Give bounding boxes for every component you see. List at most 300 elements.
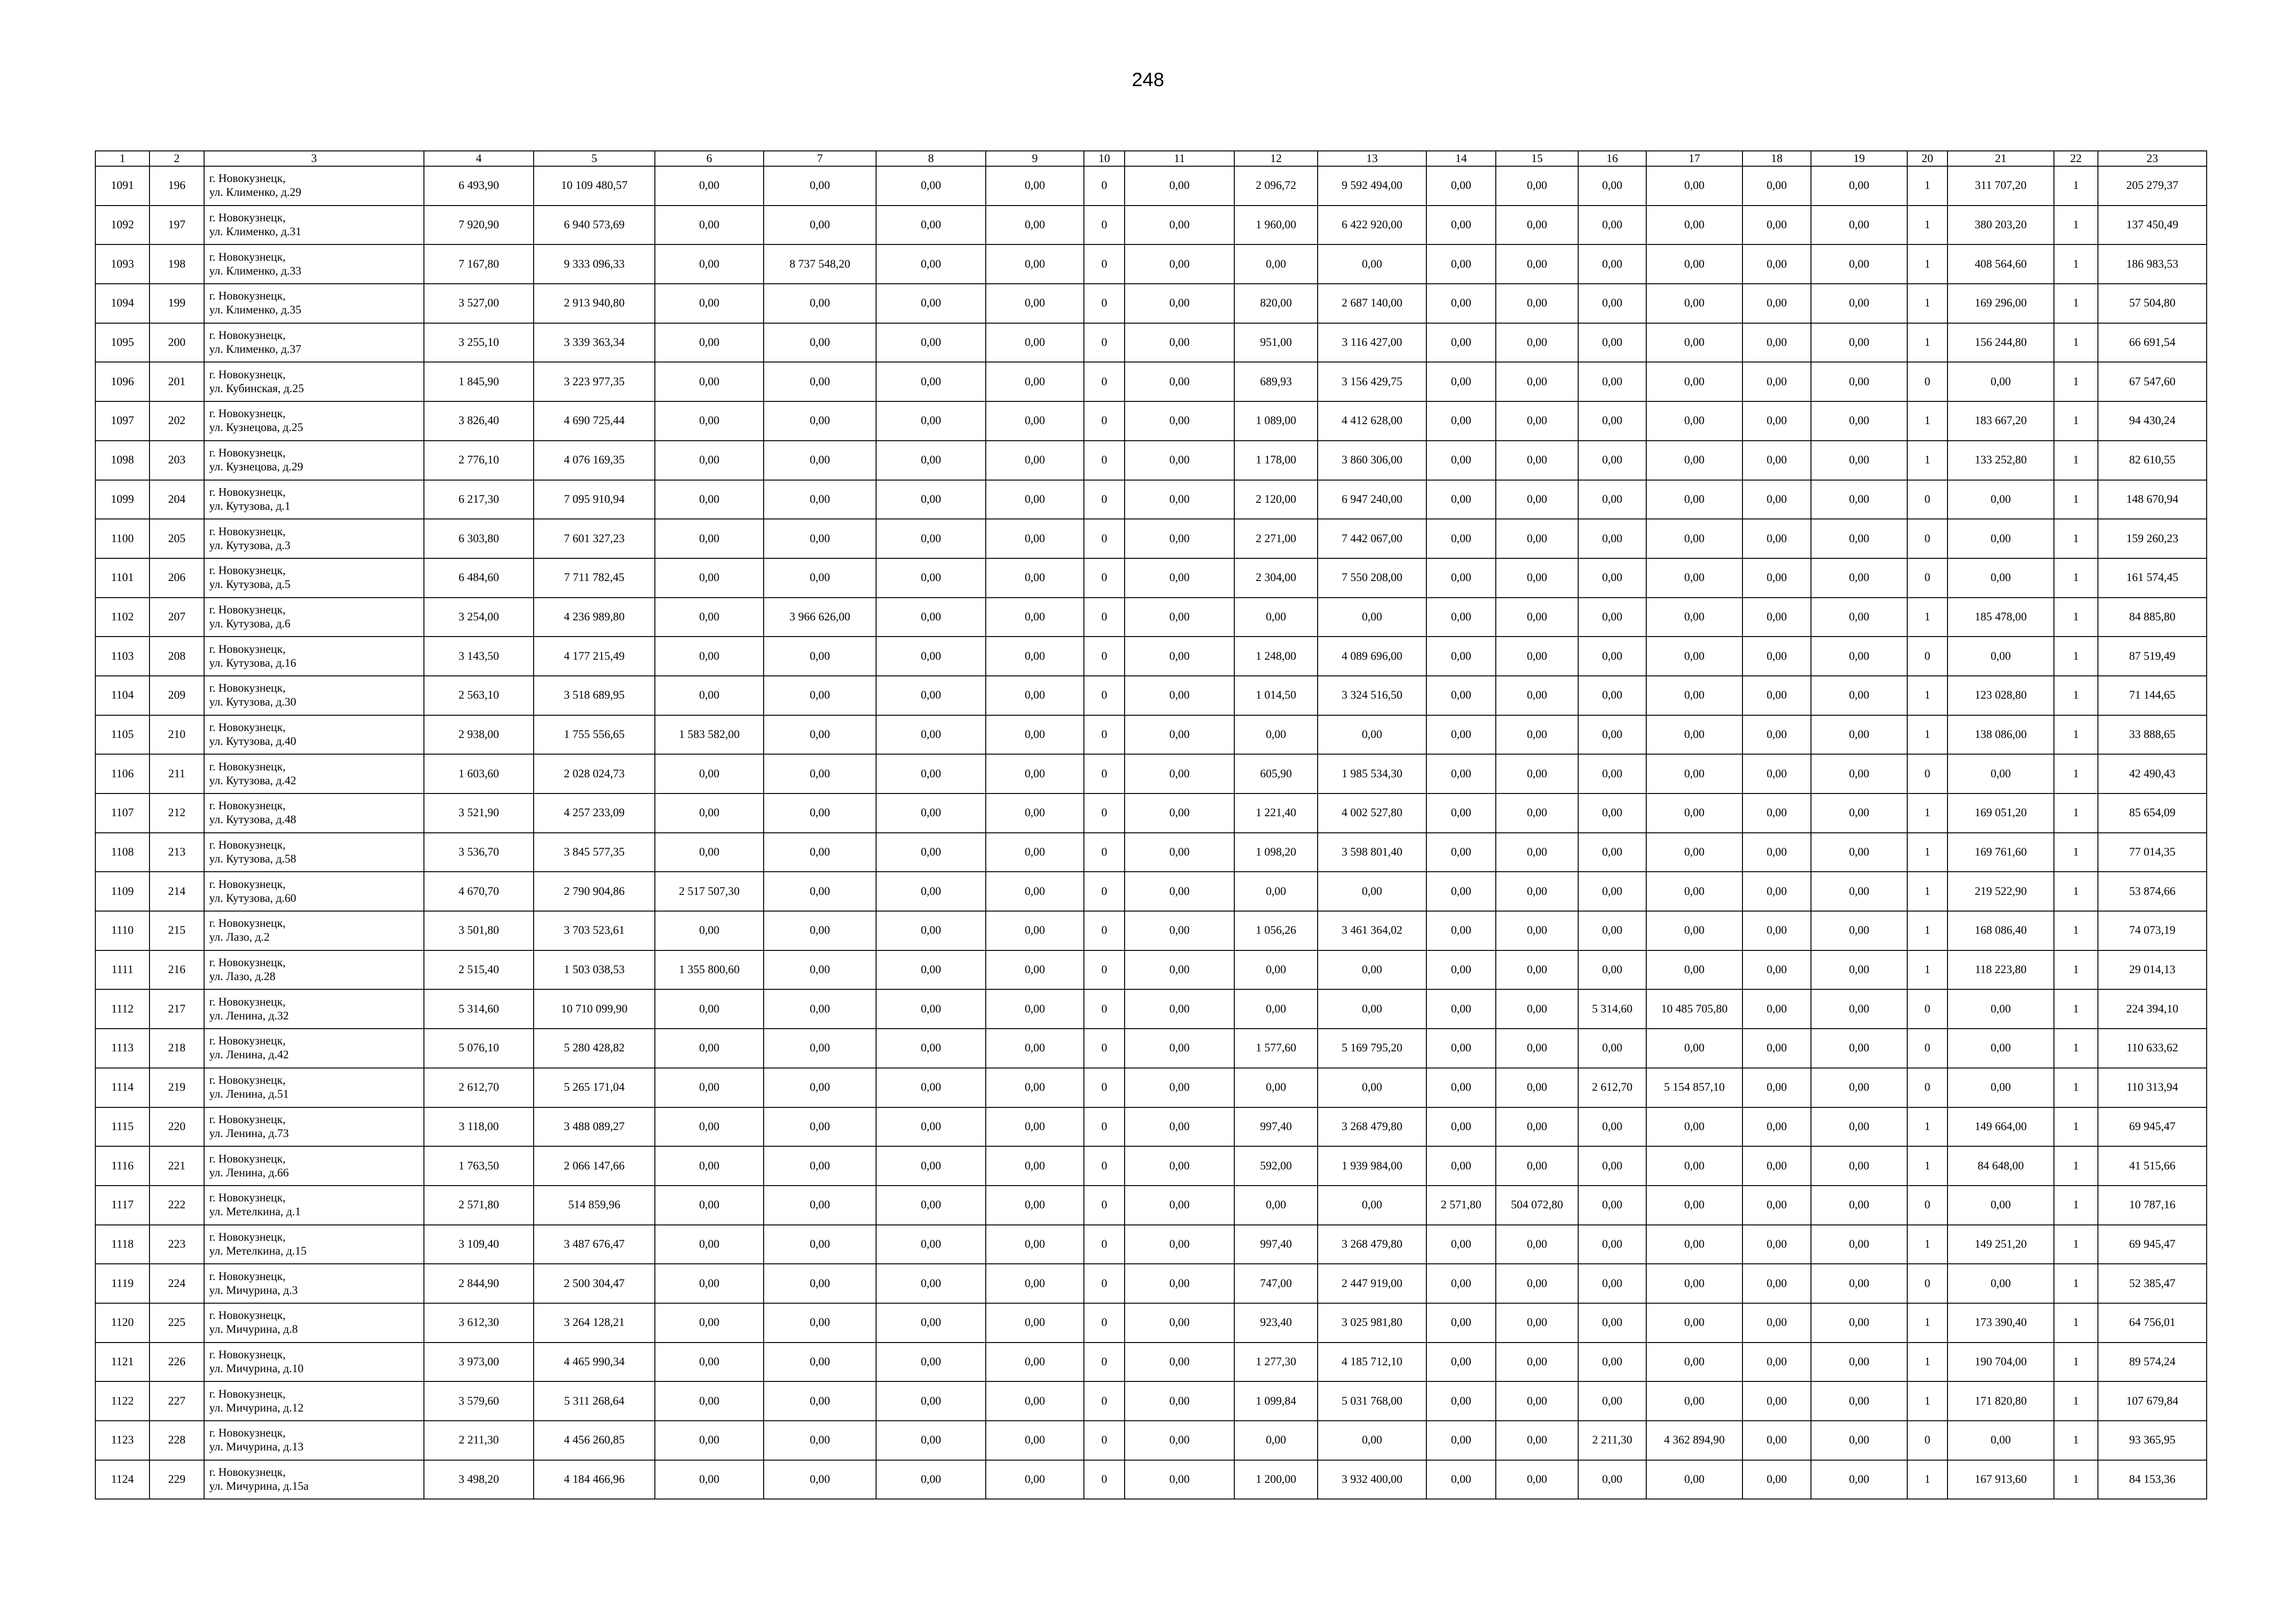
table-cell: 0,00 xyxy=(1646,166,1742,206)
table-cell: 0,00 xyxy=(986,989,1084,1029)
table-cell: 0,00 xyxy=(1426,441,1496,480)
table-cell: 0,00 xyxy=(655,441,764,480)
table-cell: 6 493,90 xyxy=(424,166,534,206)
table-cell: 171 820,80 xyxy=(1948,1381,2054,1421)
table-cell: 0,00 xyxy=(1426,1460,1496,1499)
table-cell: 0 xyxy=(1907,1029,1948,1068)
table-cell: 0,00 xyxy=(655,1225,764,1264)
table-cell: 8 737 548,20 xyxy=(764,244,876,284)
table-cell: 1111 xyxy=(95,950,149,990)
table-cell: 0,00 xyxy=(1125,1264,1234,1303)
table-cell: 0 xyxy=(1084,989,1125,1029)
address-city: г. Новокузнецк, xyxy=(209,839,286,852)
table-cell: 1 xyxy=(2054,598,2098,637)
table-cell: 3 268 479,80 xyxy=(1318,1107,1426,1147)
table-cell: 0,00 xyxy=(986,244,1084,284)
table-cell: 0,00 xyxy=(655,206,764,245)
table-row xyxy=(95,754,2207,793)
table-cell: 0,00 xyxy=(1646,598,1742,637)
table-cell: 0,00 xyxy=(1578,833,1646,872)
table-cell: 0,00 xyxy=(1125,206,1234,245)
table-cell: 212 xyxy=(149,793,204,833)
table-cell: 0,00 xyxy=(986,362,1084,401)
table-cell: 1 xyxy=(2054,1264,2098,1303)
table-cell: 0,00 xyxy=(1742,598,1811,637)
table-cell: 0,00 xyxy=(1811,558,1907,598)
table-cell: 1122 xyxy=(95,1381,149,1421)
table-cell: 0,00 xyxy=(1426,1421,1496,1460)
table-cell: 1 098,20 xyxy=(1234,833,1318,872)
table-cell: 0,00 xyxy=(1646,793,1742,833)
table-cell: 10 787,16 xyxy=(2098,1186,2207,1225)
table-cell: 1 xyxy=(1907,1460,1948,1499)
table-cell: 0,00 xyxy=(1125,1225,1234,1264)
table-cell: 1 xyxy=(2054,206,2098,245)
table-cell: 0,00 xyxy=(876,833,986,872)
table-cell: 1102 xyxy=(95,598,149,637)
table-cell: 0 xyxy=(1084,1225,1125,1264)
table-cell: 1 200,00 xyxy=(1234,1460,1318,1499)
table-cell: 1 xyxy=(1907,1303,1948,1343)
column-header: 3 xyxy=(204,151,424,166)
table-cell: 1104 xyxy=(95,676,149,715)
address-street: ул. Метелкина, д.1 xyxy=(209,1206,301,1218)
table-cell: 0,00 xyxy=(1426,362,1496,401)
table-cell: 3 536,70 xyxy=(424,833,534,872)
address-street: ул. Ленина, д.51 xyxy=(209,1088,289,1101)
table-cell: 0,00 xyxy=(1426,166,1496,206)
table-cell: 0 xyxy=(1084,715,1125,755)
table-cell: 3 826,40 xyxy=(424,401,534,441)
table-cell: 93 365,95 xyxy=(2098,1421,2207,1460)
table-cell: 0,00 xyxy=(1496,519,1578,558)
table-cell: 0,00 xyxy=(986,676,1084,715)
table-cell: 1 099,84 xyxy=(1234,1381,1318,1421)
table-cell: 1 xyxy=(2054,754,2098,793)
table-cell: 110 633,62 xyxy=(2098,1029,2207,1068)
table-cell: 0,00 xyxy=(986,754,1084,793)
table-cell: 0,00 xyxy=(1125,637,1234,676)
table-cell: 0,00 xyxy=(764,1107,876,1147)
table-cell: 0,00 xyxy=(655,637,764,676)
table-cell: 5 076,10 xyxy=(424,1029,534,1068)
table-cell: 0 xyxy=(1907,519,1948,558)
table-row xyxy=(95,833,2207,872)
address-street: ул. Лазо, д.2 xyxy=(209,931,270,944)
table-cell: 161 574,45 xyxy=(2098,558,2207,598)
table-cell: 3 860 306,00 xyxy=(1318,441,1426,480)
table-cell: 0,00 xyxy=(764,166,876,206)
table-cell: 42 490,43 xyxy=(2098,754,2207,793)
table-row xyxy=(95,1264,2207,1303)
table-cell: 0,00 xyxy=(1811,1264,1907,1303)
table-cell: 3 579,60 xyxy=(424,1381,534,1421)
table-cell: 0,00 xyxy=(1811,1029,1907,1068)
table-cell: 0,00 xyxy=(1811,166,1907,206)
table-cell: 69 945,47 xyxy=(2098,1225,2207,1264)
table-cell: 0,00 xyxy=(655,598,764,637)
table-body xyxy=(95,166,2207,1499)
table-cell: 0,00 xyxy=(764,284,876,323)
table-cell: 0,00 xyxy=(1496,676,1578,715)
table-cell: 0,00 xyxy=(764,1303,876,1343)
table-cell: 69 945,47 xyxy=(2098,1107,2207,1147)
table-cell: 0,00 xyxy=(1125,715,1234,755)
table-cell: 0,00 xyxy=(1578,284,1646,323)
table-cell: 0,00 xyxy=(1646,1225,1742,1264)
table-cell: 0,00 xyxy=(1125,441,1234,480)
address-street: ул. Кутузова, д.1 xyxy=(209,500,291,512)
table-cell: 183 667,20 xyxy=(1948,401,2054,441)
address-street: ул. Мичурина, д.10 xyxy=(209,1362,304,1375)
table-cell: 0,00 xyxy=(1234,598,1318,637)
table-cell: 0,00 xyxy=(1811,519,1907,558)
table-cell: 997,40 xyxy=(1234,1107,1318,1147)
table-cell: 0,00 xyxy=(1811,401,1907,441)
table-cell: 0 xyxy=(1084,401,1125,441)
table-cell: 0,00 xyxy=(876,793,986,833)
table-cell: 0,00 xyxy=(876,754,986,793)
table-cell: 0,00 xyxy=(1742,1264,1811,1303)
table-cell: 0,00 xyxy=(764,911,876,950)
table-cell: 0,00 xyxy=(1742,1303,1811,1343)
table-cell: 0,00 xyxy=(986,1107,1084,1147)
table-cell: 0,00 xyxy=(1646,1343,1742,1382)
table-cell: 0,00 xyxy=(1811,950,1907,990)
table-cell: 0,00 xyxy=(1578,519,1646,558)
table-cell: 0,00 xyxy=(1811,793,1907,833)
table-cell: 0 xyxy=(1084,1381,1125,1421)
table-cell: 0 xyxy=(1084,637,1125,676)
page-number: 248 xyxy=(1132,69,1164,90)
table-cell: 0 xyxy=(1084,441,1125,480)
data-table xyxy=(95,150,2207,1499)
table-cell: 1 503 038,53 xyxy=(534,950,655,990)
table-cell: 0,00 xyxy=(1125,1381,1234,1421)
table-cell: 0,00 xyxy=(986,793,1084,833)
table-cell: 0,00 xyxy=(876,1460,986,1499)
address-city: г. Новокузнецк, xyxy=(209,407,286,420)
table-cell: 0,00 xyxy=(1496,754,1578,793)
table-row xyxy=(95,1107,2207,1147)
table-cell: 148 670,94 xyxy=(2098,480,2207,519)
table-cell: 1 xyxy=(1907,833,1948,872)
table-cell: 0,00 xyxy=(1811,715,1907,755)
table-cell: 1 xyxy=(2054,1068,2098,1107)
table-cell: 3 501,80 xyxy=(424,911,534,950)
table-cell: 1 xyxy=(2054,1029,2098,1068)
table-cell: 1 221,40 xyxy=(1234,793,1318,833)
table-cell: 0,00 xyxy=(1426,1029,1496,1068)
table-cell: 0 xyxy=(1084,1146,1125,1186)
table-cell: 0,00 xyxy=(876,519,986,558)
table-cell: 1 xyxy=(1907,676,1948,715)
table-cell: 186 983,53 xyxy=(2098,244,2207,284)
table-cell: 0,00 xyxy=(655,833,764,872)
table-cell: 0,00 xyxy=(1646,950,1742,990)
table-cell: 1 xyxy=(2054,715,2098,755)
table-cell: 1 xyxy=(1907,284,1948,323)
table-cell: 0,00 xyxy=(1811,284,1907,323)
column-header: 14 xyxy=(1426,151,1496,166)
table-cell: 0,00 xyxy=(986,519,1084,558)
table-cell: 0,00 xyxy=(1811,1460,1907,1499)
address-city: г. Новокузнецк, xyxy=(209,172,286,185)
table-cell: 0,00 xyxy=(1125,1303,1234,1343)
table-cell: 0,00 xyxy=(1496,1107,1578,1147)
table-cell: 1119 xyxy=(95,1264,149,1303)
address-cell xyxy=(204,715,424,755)
table-cell: 0,00 xyxy=(1811,676,1907,715)
table-cell: 0,00 xyxy=(1742,637,1811,676)
table-cell: 0,00 xyxy=(1948,1421,2054,1460)
table-cell: 3 487 676,47 xyxy=(534,1225,655,1264)
column-header: 19 xyxy=(1811,151,1907,166)
table-cell: 0,00 xyxy=(1234,244,1318,284)
table-cell: 2 687 140,00 xyxy=(1318,284,1426,323)
table-cell: 0,00 xyxy=(876,1381,986,1421)
table-cell: 0,00 xyxy=(1646,1107,1742,1147)
table-row xyxy=(95,715,2207,755)
table-cell: 123 028,80 xyxy=(1948,676,2054,715)
table-row xyxy=(95,911,2207,950)
table-cell: 0,00 xyxy=(1742,1186,1811,1225)
table-cell: 0,00 xyxy=(986,1303,1084,1343)
table-cell: 1099 xyxy=(95,480,149,519)
table-cell: 0,00 xyxy=(1426,1146,1496,1186)
address-street: ул. Кутузова, д.16 xyxy=(209,656,297,669)
address-city: г. Новокузнецк, xyxy=(209,525,286,538)
table-cell: 0,00 xyxy=(1426,401,1496,441)
table-cell: 3 255,10 xyxy=(424,323,534,362)
table-cell: 0,00 xyxy=(1646,323,1742,362)
table-cell: 9 333 096,33 xyxy=(534,244,655,284)
address-street: ул. Мичурина, д.12 xyxy=(209,1401,304,1414)
table-cell: 0,00 xyxy=(876,362,986,401)
table-cell: 3 518 689,95 xyxy=(534,676,655,715)
table-cell: 1 xyxy=(2054,323,2098,362)
address-street: ул. Клименко, д.35 xyxy=(209,304,302,317)
table-cell: 149 251,20 xyxy=(1948,1225,2054,1264)
table-cell: 0,00 xyxy=(1578,1381,1646,1421)
table-cell: 3 845 577,35 xyxy=(534,833,655,872)
table-cell: 0,00 xyxy=(655,401,764,441)
table-cell: 0 xyxy=(1084,911,1125,950)
table-cell: 84 885,80 xyxy=(2098,598,2207,637)
table-cell: 0,00 xyxy=(1318,244,1426,284)
table-cell: 0,00 xyxy=(986,1343,1084,1382)
column-header: 8 xyxy=(876,151,986,166)
address-street: ул. Кутузова, д.3 xyxy=(209,539,291,552)
address-street: ул. Мичурина, д.15а xyxy=(209,1480,309,1493)
table-cell: 4 184 466,96 xyxy=(534,1460,655,1499)
table-cell: 215 xyxy=(149,911,204,950)
table-cell: 0,00 xyxy=(1742,1146,1811,1186)
table-cell: 1115 xyxy=(95,1107,149,1147)
table-cell: 1 xyxy=(2054,1107,2098,1147)
table-cell: 0,00 xyxy=(1742,244,1811,284)
table-cell: 0,00 xyxy=(764,833,876,872)
address-street: ул. Кутузова, д.30 xyxy=(209,696,297,709)
table-cell: 1093 xyxy=(95,244,149,284)
table-cell: 747,00 xyxy=(1234,1264,1318,1303)
table-cell: 1106 xyxy=(95,754,149,793)
address-cell xyxy=(204,1421,424,1460)
table-cell: 4 185 712,10 xyxy=(1318,1343,1426,1382)
table-cell: 1 xyxy=(1907,872,1948,911)
table-cell: 1 xyxy=(2054,676,2098,715)
table-cell: 0,00 xyxy=(1742,1029,1811,1068)
table-cell: 0,00 xyxy=(876,676,986,715)
table-cell: 4 690 725,44 xyxy=(534,401,655,441)
table-cell: 0,00 xyxy=(1125,284,1234,323)
table-row xyxy=(95,1343,2207,1382)
table-cell: 1 xyxy=(1907,1381,1948,1421)
table-cell: 202 xyxy=(149,401,204,441)
table-cell: 7 920,90 xyxy=(424,206,534,245)
table-cell: 0,00 xyxy=(1125,872,1234,911)
address-street: ул. Клименко, д.29 xyxy=(209,186,302,199)
table-cell: 0,00 xyxy=(1318,1186,1426,1225)
table-cell: 0,00 xyxy=(1496,1381,1578,1421)
table-cell: 217 xyxy=(149,989,204,1029)
address-city: г. Новокузнецк, xyxy=(209,800,286,812)
table-cell: 0,00 xyxy=(986,480,1084,519)
address-cell xyxy=(204,244,424,284)
address-cell xyxy=(204,911,424,950)
table-cell: 0,00 xyxy=(1125,1421,1234,1460)
table-cell: 0,00 xyxy=(1742,558,1811,598)
table-row xyxy=(95,244,2207,284)
table-cell: 0,00 xyxy=(1646,833,1742,872)
table-cell: 0,00 xyxy=(1426,715,1496,755)
table-cell: 1 985 534,30 xyxy=(1318,754,1426,793)
table-cell: 0,00 xyxy=(876,637,986,676)
table-cell: 1 xyxy=(2054,637,2098,676)
table-cell: 0,00 xyxy=(986,833,1084,872)
table-cell: 0,00 xyxy=(876,1264,986,1303)
table-row xyxy=(95,558,2207,598)
table-cell: 0,00 xyxy=(1811,1421,1907,1460)
table-cell: 0,00 xyxy=(1496,166,1578,206)
address-city: г. Новокузнецк, xyxy=(209,1427,286,1440)
table-cell: 41 515,66 xyxy=(2098,1146,2207,1186)
table-cell: 0,00 xyxy=(764,1029,876,1068)
table-cell: 0,00 xyxy=(876,1343,986,1382)
address-city: г. Новокузнецк, xyxy=(209,1192,286,1205)
address-city: г. Новокузнецк, xyxy=(209,1035,286,1048)
table-cell: 198 xyxy=(149,244,204,284)
table-cell: 0,00 xyxy=(1646,441,1742,480)
table-cell: 0 xyxy=(1084,676,1125,715)
table-cell: 0,00 xyxy=(1125,323,1234,362)
table-cell: 0,00 xyxy=(655,362,764,401)
table-cell: 219 522,90 xyxy=(1948,872,2054,911)
address-city: г. Новокузнецк, xyxy=(209,1270,286,1283)
table-cell: 0,00 xyxy=(1578,441,1646,480)
table-cell: 3 598 801,40 xyxy=(1318,833,1426,872)
table-cell: 0,00 xyxy=(876,441,986,480)
table-cell: 0,00 xyxy=(1496,1225,1578,1264)
table-cell: 0,00 xyxy=(1426,558,1496,598)
table-cell: 0,00 xyxy=(655,1303,764,1343)
table-cell: 0,00 xyxy=(1426,244,1496,284)
table-cell: 0,00 xyxy=(1426,598,1496,637)
table-cell: 0,00 xyxy=(655,166,764,206)
table-cell: 0,00 xyxy=(1578,244,1646,284)
table-cell: 224 394,10 xyxy=(2098,989,2207,1029)
table-cell: 0,00 xyxy=(1125,1343,1234,1382)
table-cell: 0,00 xyxy=(876,1225,986,1264)
table-cell: 1 939 984,00 xyxy=(1318,1146,1426,1186)
table-cell: 0 xyxy=(1907,1264,1948,1303)
table-cell: 0,00 xyxy=(1125,558,1234,598)
table-cell: 0,00 xyxy=(1578,911,1646,950)
table-cell: 504 072,80 xyxy=(1496,1186,1578,1225)
table-cell: 0,00 xyxy=(1426,1068,1496,1107)
address-street: ул. Кутузова, д.40 xyxy=(209,735,297,748)
table-cell: 0,00 xyxy=(655,244,764,284)
column-header: 9 xyxy=(986,151,1084,166)
table-cell: 0,00 xyxy=(986,284,1084,323)
table-cell: 5 280 428,82 xyxy=(534,1029,655,1068)
table-cell: 1 xyxy=(2054,1421,2098,1460)
table-cell: 200 xyxy=(149,323,204,362)
table-cell: 0,00 xyxy=(1426,1264,1496,1303)
table-cell: 66 691,54 xyxy=(2098,323,2207,362)
table-cell: 0,00 xyxy=(1742,1343,1811,1382)
table-cell: 0,00 xyxy=(1948,1068,2054,1107)
table-cell: 107 679,84 xyxy=(2098,1381,2207,1421)
table-cell: 1123 xyxy=(95,1421,149,1460)
table-cell: 57 504,80 xyxy=(2098,284,2207,323)
table-cell: 0,00 xyxy=(1578,1303,1646,1343)
table-cell: 0,00 xyxy=(1125,244,1234,284)
table-cell: 0,00 xyxy=(1646,872,1742,911)
table-cell: 0,00 xyxy=(1646,1303,1742,1343)
table-cell: 2 515,40 xyxy=(424,950,534,990)
table-cell: 0,00 xyxy=(986,558,1084,598)
table-cell: 1107 xyxy=(95,793,149,833)
table-cell: 0,00 xyxy=(1811,441,1907,480)
table-cell: 0,00 xyxy=(1646,558,1742,598)
table-cell: 218 xyxy=(149,1029,204,1068)
table-cell: 203 xyxy=(149,441,204,480)
table-cell: 0,00 xyxy=(1426,676,1496,715)
table-cell: 3 521,90 xyxy=(424,793,534,833)
address-street: ул. Кутузова, д.48 xyxy=(209,813,297,826)
table-cell: 0,00 xyxy=(876,1186,986,1225)
table-cell: 0,00 xyxy=(986,1460,1084,1499)
table-cell: 0,00 xyxy=(1496,872,1578,911)
table-cell: 7 167,80 xyxy=(424,244,534,284)
table-cell: 1 960,00 xyxy=(1234,206,1318,245)
table-cell: 0,00 xyxy=(876,480,986,519)
table-cell: 0,00 xyxy=(876,558,986,598)
address-city: г. Новокузнецк, xyxy=(209,564,286,577)
table-cell: 0 xyxy=(1084,950,1125,990)
table-cell: 0,00 xyxy=(1234,950,1318,990)
table-cell: 1 xyxy=(2054,1343,2098,1382)
table-cell: 1 248,00 xyxy=(1234,637,1318,676)
table-cell: 0,00 xyxy=(1578,480,1646,519)
table-cell: 3 324 516,50 xyxy=(1318,676,1426,715)
address-city: г. Новокузнецк, xyxy=(209,212,286,225)
table-cell: 0,00 xyxy=(1646,1460,1742,1499)
table-cell: 0,00 xyxy=(1125,362,1234,401)
table-cell: 0,00 xyxy=(764,1343,876,1382)
table-cell: 94 430,24 xyxy=(2098,401,2207,441)
